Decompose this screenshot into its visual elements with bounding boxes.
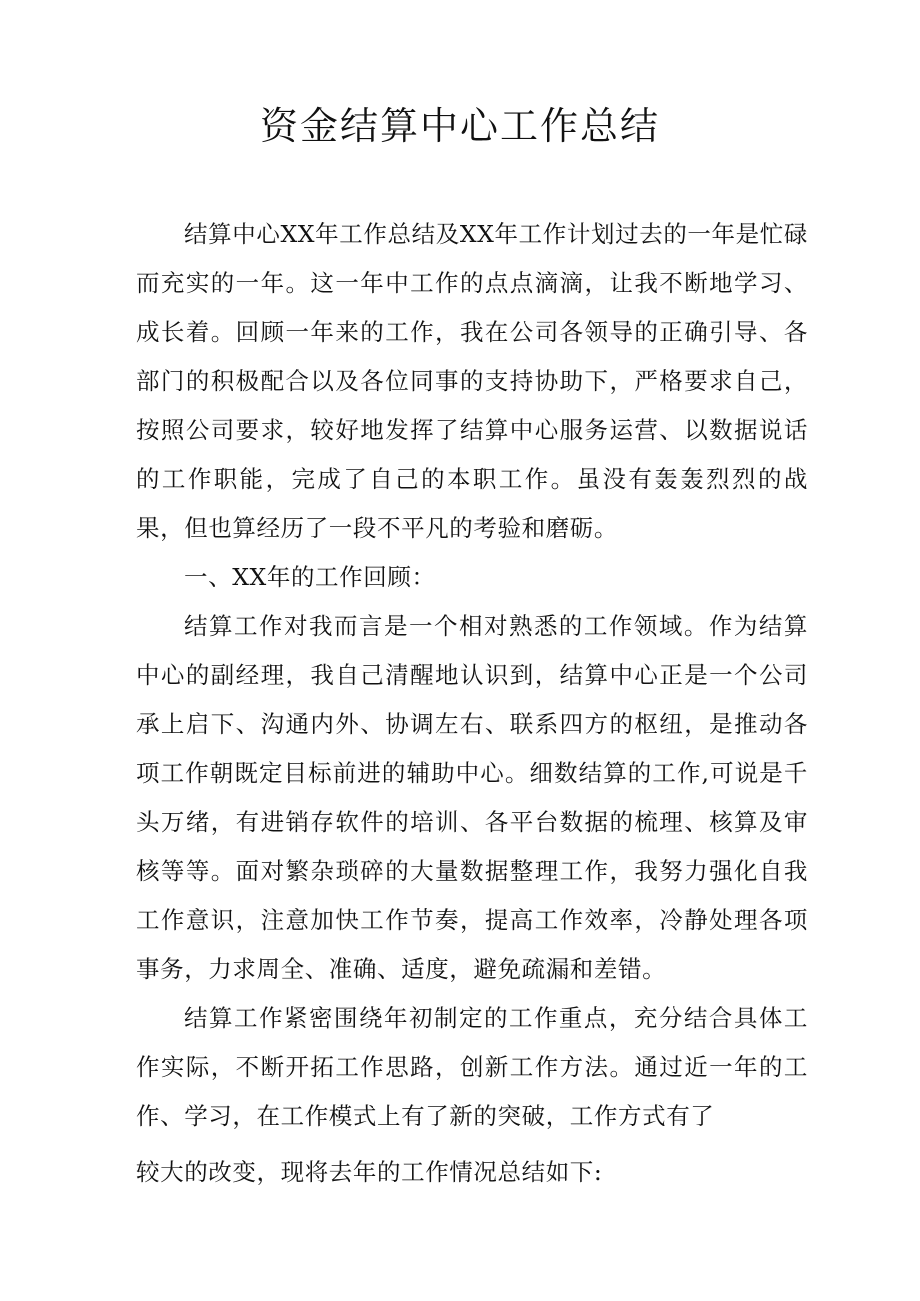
paragraph-work-focus: 结算工作紧密围绕年初制定的工作重点，充分结合具体工作实际，不断开拓工作思路，创新工作方法。通过近一年的工作、学习，在工作模式上有了新的突破，工作方式有了 <box>136 1004 808 1130</box>
section-heading-review: 一、XX年的工作回顾： <box>184 563 436 591</box>
paragraph-intro: 结算中心XX年工作总结及XX年工作计划过去的一年是忙碌而充实的一年。这一年中工作的点点滴滴，让我不断地学习、成长着。回顾一年来的工作，我在公司各领导的正确引导、各部门的积极配合以及各位同事的支持协助下，严格要求自己，按照公司要求，较好地发挥了结算中心服务运营、以数据说话的工作职能，完成了自己的本职工作。虽没有轰轰烈烈的战果，但也算经历了一段不平凡的考验和磨砺。 <box>136 220 808 542</box>
paragraph-settlement-work: 结算工作对我而言是一个相对熟悉的工作领域。作为结算中心的副经理，我自己清醒地认识到，结算中心正是一个公司承上启下、沟通内外、协调左右、联系四方的枢纽，是推动各项工作朝既定目标前进的辅助中心。细数结算的工作,可说是千头万绪，有进销存软件的培训、各平台数据的梳理、核算及审核等等。面对繁杂琐碎的大量数据整理工作，我努力强化自我工作意识，注意加快工作节奏，提高工作效率，冷静处理各项事务，力求周全、准确、适度，避免疏漏和差错。 <box>136 612 808 983</box>
document-body <box>136 210 808 1197</box>
paragraph-continuation: 较大的改变，现将去年的工作情况总结如下: <box>136 1158 603 1186</box>
document-title: 资金结算中心工作总结 <box>259 104 660 148</box>
